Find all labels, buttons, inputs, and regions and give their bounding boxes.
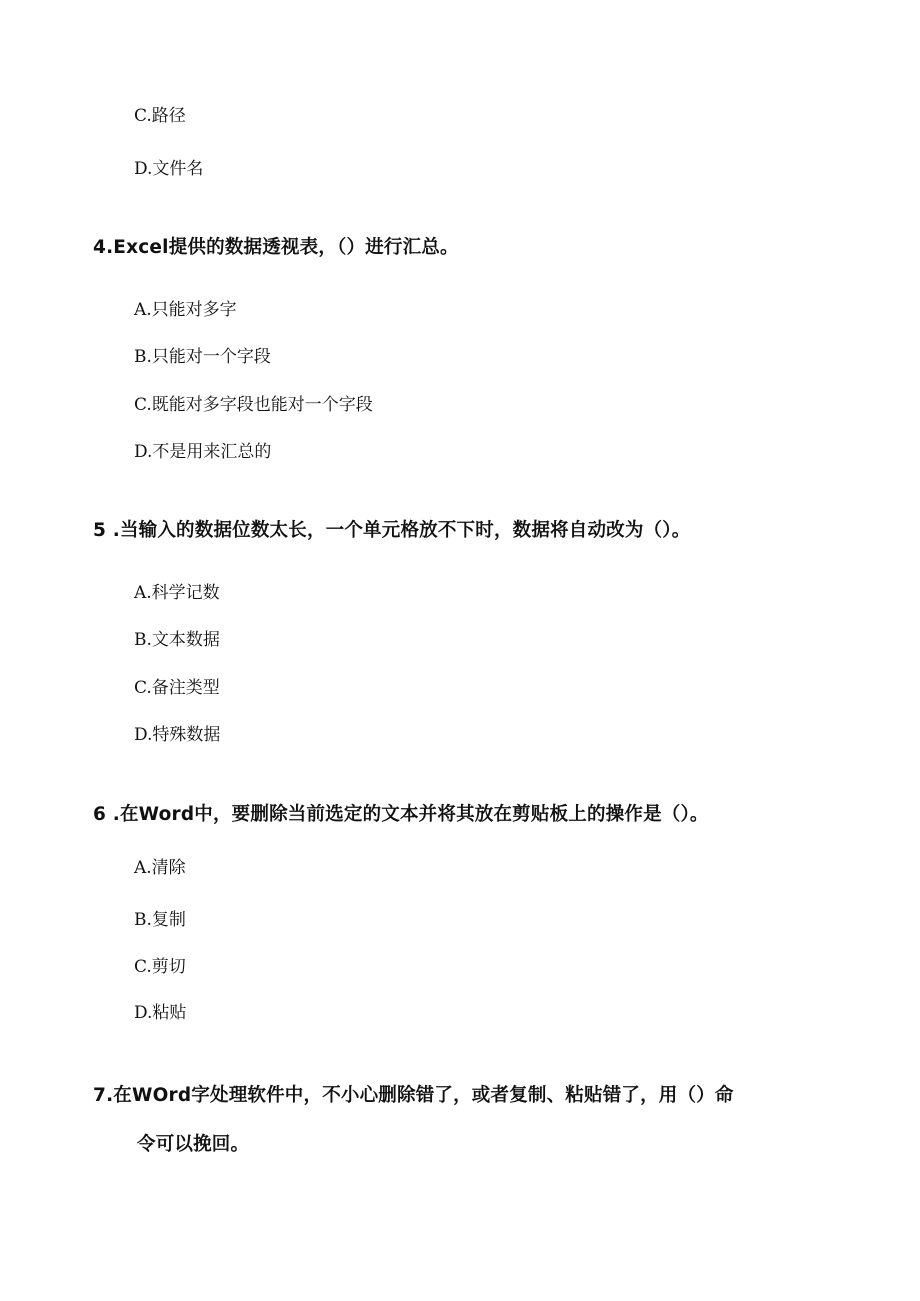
q6-option-b: B.复制 [134, 910, 186, 930]
q5-option-c: C.备注类型 [134, 678, 220, 698]
question-7-stem-line-2: 令可以挽回。 [137, 1134, 250, 1155]
q4-option-c: C.既能对多字段也能对一个字段 [134, 395, 373, 415]
q4-option-d: D.不是用来汇总的 [134, 442, 272, 462]
q5-option-a: A.科学记数 [134, 583, 220, 603]
question-4-stem: 4.Excel提供的数据透视表，（）进行汇总。 [93, 237, 459, 258]
q6-option-d: D.粘贴 [134, 1003, 187, 1023]
q4-option-b: B.只能对一个字段 [134, 347, 271, 367]
q6-option-a: A.清除 [134, 858, 186, 878]
question-6-stem: 6 .在Word中，要删除当前选定的文本并将其放在剪贴板上的操作是（）。 [93, 804, 709, 825]
option-d-prev: D.文件名 [134, 159, 204, 179]
q4-option-a: A.只能对多字 [134, 300, 237, 320]
question-5-stem: 5 .当输入的数据位数太长，一个单元格放不下时，数据将自动改为（）。 [93, 520, 691, 541]
q5-option-d: D.特殊数据 [134, 725, 221, 745]
q5-option-b: B.文本数据 [134, 630, 220, 650]
question-7-stem-line-1: 7.在WOrd字处理软件中，不小心删除错了，或者复制、粘贴错了，用（）命 [93, 1085, 734, 1106]
q6-option-c: C.剪切 [134, 957, 186, 977]
option-c-prev: C.路径 [134, 106, 186, 126]
